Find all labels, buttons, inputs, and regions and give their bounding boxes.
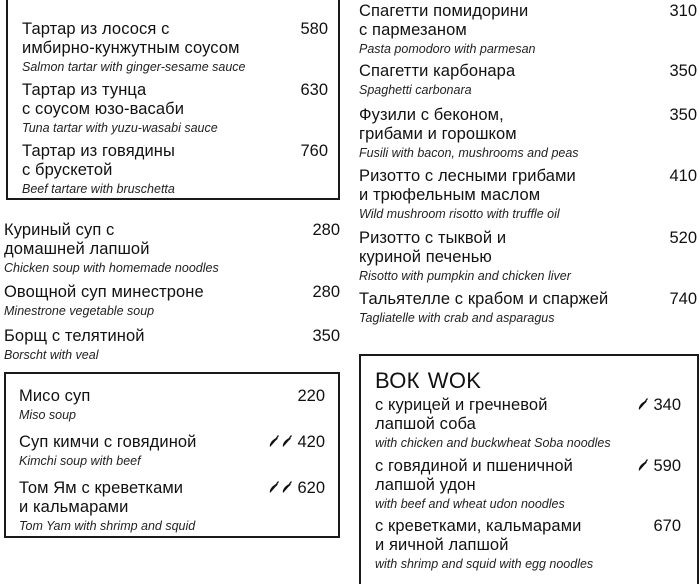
item-price: 760 — [300, 142, 328, 160]
item-name: Куриный суп с домашней лапшой — [4, 221, 150, 258]
menu-item-tagliatelle — [359, 290, 697, 326]
item-price: 280 — [312, 283, 340, 301]
item-price: 350 — [312, 327, 340, 345]
item-translation: Borscht with veal — [4, 348, 99, 362]
menu-item-spaghetti-pomodoro — [359, 2, 697, 57]
item-name: Спагетти помидорини с пармезаном — [359, 2, 529, 39]
item-name: Том Ям с креветками и кальмарами — [19, 479, 184, 516]
item-translation: Tom Yam with shrimp and squid — [19, 519, 196, 533]
item-name: с креветками, кальмарами и яичной лапшой — [375, 517, 582, 554]
menu-item-wok-beef-udon — [375, 457, 681, 512]
menu-item-chicken-soup — [4, 221, 344, 276]
menu-item-salmon-tartar — [22, 20, 332, 75]
wok-section-title — [375, 369, 481, 393]
item-translation: with beef and wheat udon noodles — [375, 497, 565, 511]
menu-item-wok-shrimp-egg — [375, 517, 681, 572]
item-translation: Tuna tartar with yuzu-wasabi sauce — [22, 121, 218, 135]
item-price: 220 — [297, 387, 325, 405]
item-price: 280 — [312, 221, 340, 239]
item-name: Фузили с беконом, грибами и горошком — [359, 106, 517, 143]
item-name: Тартар из лосося с имбирно-кунжутным соусом — [22, 20, 240, 57]
item-price: 630 — [300, 81, 328, 99]
item-translation: Tagliatelle with crab and asparagus — [359, 311, 555, 325]
chili-pepper-icon — [268, 434, 280, 453]
item-price: 740 — [669, 290, 697, 308]
menu-item-borscht — [4, 327, 344, 363]
chili-pepper-icon — [637, 458, 649, 477]
item-price-with-spice — [637, 457, 681, 477]
menu-item-kimchi-soup — [19, 433, 327, 469]
item-name: Овощной суп минестроне — [4, 283, 204, 301]
menu-item-minestrone — [4, 283, 344, 319]
menu-item-risotto-pumpkin — [359, 229, 697, 284]
chili-pepper-icon — [637, 397, 649, 416]
item-price: 410 — [669, 167, 697, 185]
item-price-with-spice — [637, 396, 681, 416]
chili-pepper-icon — [281, 480, 293, 499]
item-translation: Fusili with bacon, mushrooms and peas — [359, 146, 579, 160]
item-price: 420 — [297, 433, 325, 451]
item-translation: Pasta pomodoro with parmesan — [359, 42, 536, 56]
section-title-en: WOK — [427, 368, 482, 393]
item-price: 520 — [669, 229, 697, 247]
item-price: 620 — [297, 479, 325, 497]
item-name: с курицей и гречневой лапшой соба — [375, 396, 548, 433]
item-translation: with chicken and buckwheat Soba noodles — [375, 436, 611, 450]
item-price: 350 — [669, 62, 697, 80]
item-translation: Risotto with pumpkin and chicken liver — [359, 269, 571, 283]
section-title-ru: ВОК — [375, 368, 420, 393]
item-translation: Minestrone vegetable soup — [4, 304, 155, 318]
item-name: Борщ с телятиной — [4, 327, 145, 345]
item-price: 580 — [300, 20, 328, 38]
item-name: Суп кимчи с говядиной — [19, 433, 197, 451]
menu-item-tuna-tartar — [22, 81, 332, 136]
menu-item-tom-yam — [19, 479, 327, 534]
item-translation: Beef tartare with bruschetta — [22, 182, 175, 196]
item-name: Мисо суп — [19, 387, 91, 405]
chili-pepper-icon — [268, 480, 280, 499]
item-price: 310 — [669, 2, 697, 20]
item-name: Спагетти карбонара — [359, 62, 516, 80]
item-name: с говядиной и пшеничной лапшой удон — [375, 457, 573, 494]
menu-item-risotto-mushroom — [359, 167, 697, 222]
item-name: Тартар из говядины с брускетой — [22, 142, 175, 179]
menu-item-miso-soup — [19, 387, 327, 423]
menu-item-beef-tartare — [22, 142, 332, 197]
item-price: 670 — [653, 517, 681, 535]
item-translation: Wild mushroom risotto with truffle oil — [359, 207, 560, 221]
item-name: Ризотто с тыквой и куриной печенью — [359, 229, 507, 266]
item-translation: with shrimp and squid with egg noodles — [375, 557, 594, 571]
item-name: Тартар из тунца с соусом юзо-васаби — [22, 81, 185, 118]
menu-item-wok-chicken-soba — [375, 396, 681, 451]
chili-pepper-icon — [281, 434, 293, 453]
item-translation: Miso soup — [19, 408, 76, 422]
item-price-with-spice — [268, 479, 325, 499]
item-translation: Salmon tartar with ginger-sesame sauce — [22, 60, 246, 74]
item-price: 340 — [653, 396, 681, 414]
menu-item-fusili — [359, 106, 697, 161]
item-translation: Chicken soup with homemade noodles — [4, 261, 219, 275]
item-name: Тальятелле с крабом и спаржей — [359, 290, 609, 308]
item-translation: Spaghetti carbonara — [359, 83, 472, 97]
item-name: Ризотто с лесными грибами и трюфельным маслом — [359, 167, 576, 204]
item-translation: Kimchi soup with beef — [19, 454, 141, 468]
item-price: 590 — [653, 457, 681, 475]
item-price: 350 — [669, 106, 697, 124]
item-price-with-spice — [268, 433, 325, 453]
menu-item-spaghetti-carbonara — [359, 62, 697, 98]
